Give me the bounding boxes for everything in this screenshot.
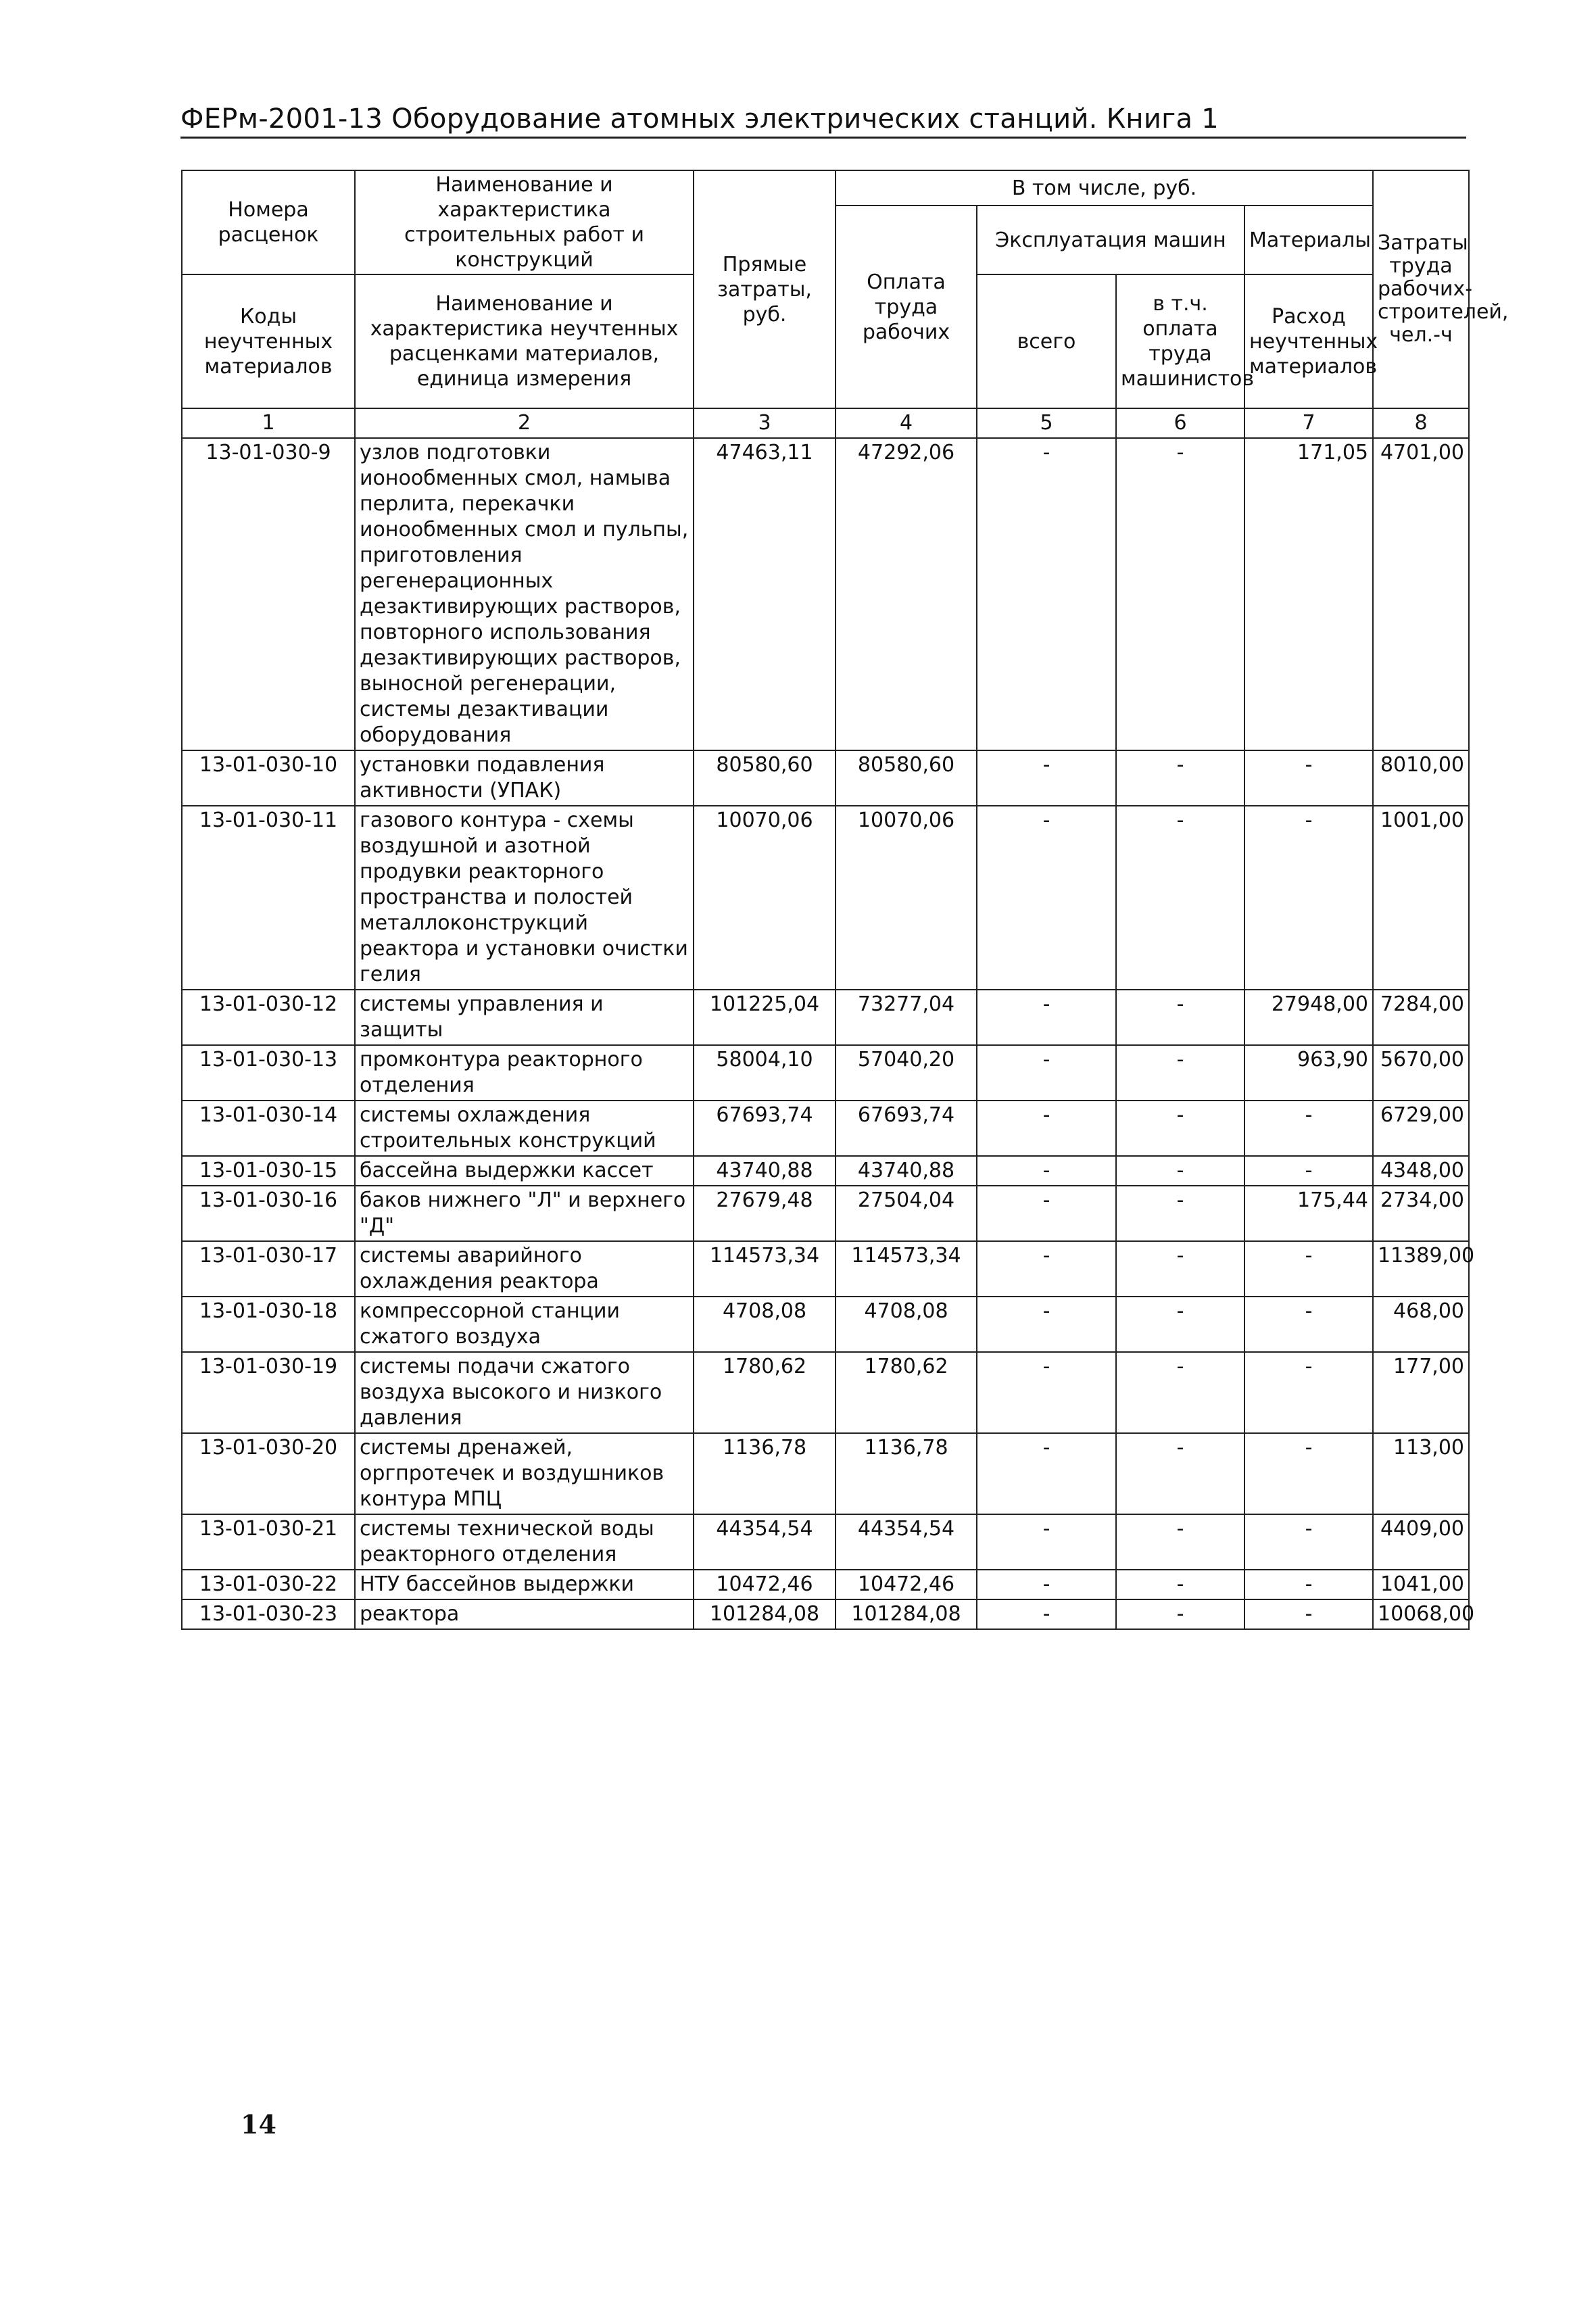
header-direct-costs: Прямые затраты, руб. — [694, 170, 836, 408]
rate-code-cell: 13-01-030-15 — [182, 1156, 355, 1186]
column-number: 1 — [182, 408, 355, 438]
machines-pay-cell: - — [1116, 990, 1244, 1045]
machines-pay-cell: - — [1116, 806, 1244, 990]
workers-pay-cell: 1780,62 — [836, 1352, 977, 1433]
column-number: 3 — [694, 408, 836, 438]
machines-pay-cell: - — [1116, 1045, 1244, 1101]
labor-costs-cell: 113,00 — [1373, 1433, 1469, 1514]
machines-total-cell: - — [977, 1599, 1116, 1629]
table-row — [182, 1045, 1469, 1101]
machines-total-cell: - — [977, 1241, 1116, 1297]
document-title: ФЕРм-2001-13 Оборудование атомных электрических станций. Книга 1 — [180, 103, 1219, 135]
work-name-cell: реактора — [355, 1599, 694, 1629]
direct-costs-cell: 114573,34 — [694, 1241, 836, 1297]
labor-costs-cell: 6729,00 — [1373, 1101, 1469, 1156]
materials-cost-cell: - — [1244, 1241, 1373, 1297]
labor-costs-cell: 1041,00 — [1373, 1570, 1469, 1599]
table-row — [182, 1352, 1469, 1433]
direct-costs-cell: 4708,08 — [694, 1297, 836, 1352]
rates-table — [181, 170, 1509, 1630]
rate-code-cell: 13-01-030-16 — [182, 1186, 355, 1241]
direct-costs-cell: 1780,62 — [694, 1352, 836, 1433]
header-machines-total: всего — [977, 274, 1116, 408]
machines-pay-cell: - — [1116, 438, 1244, 750]
machines-total-cell: - — [977, 1156, 1116, 1186]
work-name-cell: системы технической воды реакторного отделения — [355, 1514, 694, 1570]
direct-costs-cell: 101284,08 — [694, 1599, 836, 1629]
table-row — [182, 1101, 1469, 1156]
labor-costs-cell: 10068,00 — [1373, 1599, 1469, 1629]
header-name: Наименование и характеристика строительных работ и конструкций — [355, 170, 694, 274]
labor-costs-cell: 4348,00 — [1373, 1156, 1469, 1186]
direct-costs-cell: 80580,60 — [694, 750, 836, 806]
rate-code-cell: 13-01-030-22 — [182, 1570, 355, 1599]
workers-pay-cell: 101284,08 — [836, 1599, 977, 1629]
table-body — [182, 438, 1475, 1629]
rate-code-cell: 13-01-030-18 — [182, 1297, 355, 1352]
table-row — [182, 1156, 1469, 1186]
work-name-cell: промконтура реакторного отделения — [355, 1045, 694, 1101]
machines-total-cell: - — [977, 1101, 1116, 1156]
machines-pay-cell: - — [1116, 1101, 1244, 1156]
labor-costs-cell: 5670,00 — [1373, 1045, 1469, 1101]
machines-total-cell: - — [977, 1352, 1116, 1433]
machines-total-cell: - — [977, 1045, 1116, 1101]
column-number: 6 — [1116, 408, 1244, 438]
table-row — [182, 1514, 1469, 1570]
header-materials-use: Расход неучтенных материалов — [1244, 274, 1373, 408]
workers-pay-cell: 80580,60 — [836, 750, 977, 806]
materials-cost-cell: - — [1244, 1101, 1373, 1156]
header-including: В том числе, руб. — [836, 170, 1373, 206]
document-header — [180, 103, 1466, 139]
workers-pay-cell: 44354,54 — [836, 1514, 977, 1570]
labor-costs-cell: 11389,00 — [1373, 1241, 1469, 1297]
column-number: 2 — [355, 408, 694, 438]
machines-total-cell: - — [977, 750, 1116, 806]
workers-pay-cell: 47292,06 — [836, 438, 977, 750]
rate-code-cell: 13-01-030-14 — [182, 1101, 355, 1156]
materials-cost-cell: 27948,00 — [1244, 990, 1373, 1045]
machines-total-cell: - — [977, 990, 1116, 1045]
table-row — [182, 1241, 1469, 1297]
machines-pay-cell: - — [1116, 1186, 1244, 1241]
direct-costs-cell: 44354,54 — [694, 1514, 836, 1570]
table-row — [182, 438, 1469, 750]
machines-total-cell: - — [977, 1514, 1116, 1570]
machines-total-cell: - — [977, 1186, 1116, 1241]
labor-costs-cell: 8010,00 — [1373, 750, 1469, 806]
direct-costs-cell: 10472,46 — [694, 1570, 836, 1599]
table-row — [182, 750, 1469, 806]
rate-code-cell: 13-01-030-9 — [182, 438, 355, 750]
machines-pay-cell: - — [1116, 1156, 1244, 1186]
direct-costs-cell: 67693,74 — [694, 1101, 836, 1156]
materials-cost-cell: - — [1244, 1570, 1373, 1599]
materials-cost-cell: - — [1244, 1297, 1373, 1352]
materials-cost-cell: - — [1244, 1599, 1373, 1629]
work-name-cell: НТУ бассейнов выдержки — [355, 1570, 694, 1599]
table-row — [182, 1570, 1469, 1599]
column-number: 8 — [1373, 408, 1469, 438]
rate-code-cell: 13-01-030-13 — [182, 1045, 355, 1101]
materials-cost-cell: - — [1244, 1514, 1373, 1570]
machines-pay-cell: - — [1116, 1297, 1244, 1352]
materials-cost-cell: - — [1244, 750, 1373, 806]
machines-pay-cell: - — [1116, 1241, 1244, 1297]
materials-cost-cell: - — [1244, 1433, 1373, 1514]
materials-cost-cell: - — [1244, 1352, 1373, 1433]
workers-pay-cell: 43740,88 — [836, 1156, 977, 1186]
workers-pay-cell: 114573,34 — [836, 1241, 977, 1297]
table-row — [182, 1297, 1469, 1352]
materials-cost-cell: 171,05 — [1244, 438, 1373, 750]
table-row — [182, 1599, 1469, 1629]
machines-total-cell: - — [977, 438, 1116, 750]
machines-total-cell: - — [977, 806, 1116, 990]
rate-code-cell: 13-01-030-12 — [182, 990, 355, 1045]
header-codes: Коды неучтенных материалов — [182, 274, 355, 408]
header-numbers: Номера расценок — [182, 170, 355, 274]
page-number: 14 — [241, 2109, 276, 2140]
materials-cost-cell: 175,44 — [1244, 1186, 1373, 1241]
direct-costs-cell: 1136,78 — [694, 1433, 836, 1514]
table-row — [182, 990, 1469, 1045]
labor-costs-cell: 4701,00 — [1373, 438, 1469, 750]
work-name-cell: установки подавления активности (УПАК) — [355, 750, 694, 806]
work-name-cell: системы охлаждения строительных конструкций — [355, 1101, 694, 1156]
rate-code-cell: 13-01-030-19 — [182, 1352, 355, 1433]
machines-pay-cell: - — [1116, 1599, 1244, 1629]
header-workers-pay: Оплата труда рабочих — [836, 206, 977, 408]
rate-code-cell: 13-01-030-11 — [182, 806, 355, 990]
direct-costs-cell: 10070,06 — [694, 806, 836, 990]
labor-costs-cell: 7284,00 — [1373, 990, 1469, 1045]
labor-costs-cell: 4409,00 — [1373, 1514, 1469, 1570]
materials-cost-cell: 963,90 — [1244, 1045, 1373, 1101]
workers-pay-cell: 4708,08 — [836, 1297, 977, 1352]
work-name-cell: системы дренажей, оргпротечек и воздушников контура МПЦ — [355, 1433, 694, 1514]
work-name-cell: баков нижнего "Л" и верхнего "Д" — [355, 1186, 694, 1241]
workers-pay-cell: 27504,04 — [836, 1186, 977, 1241]
work-name-cell: бассейна выдержки кассет — [355, 1156, 694, 1186]
workers-pay-cell: 10472,46 — [836, 1570, 977, 1599]
header-machines: Эксплуатация машин — [977, 206, 1244, 274]
workers-pay-cell: 67693,74 — [836, 1101, 977, 1156]
column-numbers-row — [182, 408, 1469, 438]
rate-code-cell: 13-01-030-17 — [182, 1241, 355, 1297]
work-name-cell: системы подачи сжатого воздуха высокого и низкого давления — [355, 1352, 694, 1433]
rate-code-cell: 13-01-030-10 — [182, 750, 355, 806]
table-row — [182, 806, 1469, 990]
table-row — [182, 1186, 1469, 1241]
machines-pay-cell: - — [1116, 750, 1244, 806]
machines-pay-cell: - — [1116, 1433, 1244, 1514]
column-number: 7 — [1244, 408, 1373, 438]
machines-total-cell: - — [977, 1570, 1116, 1599]
machines-pay-cell: - — [1116, 1352, 1244, 1433]
work-name-cell: газового контура - схемы воздушной и азотной продувки реакторного пространства и полостей металлоконструкций реактора и установки очистки гелия — [355, 806, 694, 990]
rate-code-cell: 13-01-030-20 — [182, 1433, 355, 1514]
materials-cost-cell: - — [1244, 806, 1373, 990]
direct-costs-cell: 58004,10 — [694, 1045, 836, 1101]
column-number: 4 — [836, 408, 977, 438]
machines-total-cell: - — [977, 1433, 1116, 1514]
workers-pay-cell: 73277,04 — [836, 990, 977, 1045]
workers-pay-cell: 10070,06 — [836, 806, 977, 990]
work-name-cell: компрессорной станции сжатого воздуха — [355, 1297, 694, 1352]
table-row — [182, 1433, 1469, 1514]
header-name-sub: Наименование и характеристика неучтенных расценками материалов, единица измерения — [355, 274, 694, 408]
direct-costs-cell: 27679,48 — [694, 1186, 836, 1241]
direct-costs-cell: 43740,88 — [694, 1156, 836, 1186]
header-machines-pay: в т.ч. оплата труда машинистов — [1116, 274, 1244, 408]
labor-costs-cell: 468,00 — [1373, 1297, 1469, 1352]
labor-costs-cell: 2734,00 — [1373, 1186, 1469, 1241]
workers-pay-cell: 1136,78 — [836, 1433, 977, 1514]
machines-total-cell: - — [977, 1297, 1116, 1352]
header-labor: Затраты труда рабочих-строителей, чел.-ч — [1373, 170, 1469, 408]
labor-costs-cell: 177,00 — [1373, 1352, 1469, 1433]
column-number: 5 — [977, 408, 1116, 438]
work-name-cell: системы управления и защиты — [355, 990, 694, 1045]
workers-pay-cell: 57040,20 — [836, 1045, 977, 1101]
machines-pay-cell: - — [1116, 1514, 1244, 1570]
materials-cost-cell: - — [1244, 1156, 1373, 1186]
direct-costs-cell: 101225,04 — [694, 990, 836, 1045]
work-name-cell: узлов подготовки ионообменных смол, намыва перлита, перекачки ионообменных смол и пульпы, приготовления регенерационных дезактивирующих растворов, повторного использования дезактивирующих растворов, выносной регенерации, системы дезактивации оборудования — [355, 438, 694, 750]
rate-code-cell: 13-01-030-23 — [182, 1599, 355, 1629]
labor-costs-cell: 1001,00 — [1373, 806, 1469, 990]
work-name-cell: системы аварийного охлаждения реактора — [355, 1241, 694, 1297]
header-materials: Материалы — [1244, 206, 1373, 274]
rate-code-cell: 13-01-030-21 — [182, 1514, 355, 1570]
direct-costs-cell: 47463,11 — [694, 438, 836, 750]
machines-pay-cell: - — [1116, 1570, 1244, 1599]
